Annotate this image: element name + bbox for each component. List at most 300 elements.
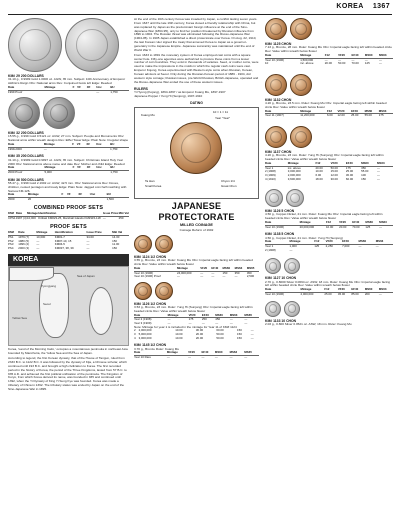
listing-title: KM# 1126 5 CHON [265, 209, 295, 214]
cell: 2000 Proof [8, 170, 23, 175]
th: Date [265, 54, 300, 58]
dating-label: Chyon 1/4 [221, 178, 235, 183]
coin-reverse-image [155, 282, 173, 300]
cell: — [289, 247, 293, 252]
cell: 2000 [8, 197, 15, 202]
cell: 70.00 [352, 224, 360, 229]
th: F12 [314, 240, 325, 244]
cell: 175 [378, 113, 384, 118]
cell: 5,000 [44, 170, 52, 175]
coin-reverse-image [284, 258, 300, 274]
th: Mintage [44, 86, 72, 90]
cell: 2 [134, 328, 136, 333]
th: BU [110, 143, 129, 147]
cell: 350 [234, 270, 240, 275]
cell: 2 (1908) [265, 247, 276, 252]
table-row [8, 217, 129, 221]
japan-land [89, 287, 113, 335]
cell: 150 [237, 335, 242, 340]
coin-pair [265, 301, 393, 317]
coin-obverse-image [8, 97, 40, 129]
cell: 150 [112, 238, 117, 243]
cell: 60.00 [216, 328, 224, 333]
cell: PS2 [8, 238, 14, 243]
listing-table [265, 54, 393, 66]
cell: 11,200,000 [300, 113, 315, 118]
cell: 60.00 [345, 176, 354, 181]
coin-pair [265, 18, 393, 40]
th: Issue Price [86, 231, 112, 235]
th: Mintage [36, 231, 54, 235]
listing-desc: 3.55 g., Bronze, 23 mm. Ruler: Kuang Mu Obv: Imperial eagle facing left within beaded circle Rev: Value within wreath below flower [134, 258, 253, 267]
listing-desc: 15.55 g., 0.999 Gold 0.5121 oz. AGW, 27 mm. Subject: People and Monuments Obv: National arms within wreath designs Rev: Eiffel Tower Edge: Plain Note: Irregular shape [8, 134, 129, 143]
table-row [8, 90, 129, 94]
th: Mintage [300, 110, 327, 114]
th: VF20 [326, 240, 342, 244]
th: Unc [96, 166, 110, 170]
cell: 70.00 [351, 61, 359, 66]
cell: — [214, 355, 218, 360]
listing-table [265, 110, 393, 118]
th: MS60 [361, 162, 377, 166]
cell: — [167, 317, 171, 322]
listing-km1125 [265, 42, 393, 66]
th: Mintage [300, 221, 326, 225]
th: MS60 [365, 221, 379, 225]
cell: Year 3 (1909) [134, 320, 152, 325]
column-left [8, 18, 129, 392]
cell: 10.00 [175, 335, 183, 340]
th: Unc [96, 143, 110, 147]
cell: 1996 (2) [18, 242, 30, 247]
cell: KM#7-10, 15 [54, 238, 72, 243]
listing-title: KM# 1124 1/2 CHON [134, 254, 167, 259]
th: MS63 [379, 288, 393, 292]
cell: — [188, 320, 192, 325]
cell: 2,250 [325, 244, 333, 249]
th: MS63 [379, 221, 393, 225]
table-row [265, 114, 393, 118]
th: MS60 [223, 267, 235, 271]
th: VF20 [189, 314, 202, 318]
cell: 50.00 [216, 335, 224, 340]
listing-title: KM# 32 200 DOLLARS [8, 131, 44, 136]
th: F [72, 143, 77, 147]
cell [86, 147, 96, 151]
th: Date [265, 288, 300, 292]
th: Mintage [44, 166, 72, 170]
cell: KM#4-5 [54, 242, 65, 247]
cell: 2,000,000 [300, 291, 314, 296]
cell: KM#1-7 [54, 235, 65, 240]
cell: 4 (1910) [265, 176, 276, 181]
th: EF40 [352, 221, 365, 225]
listing-desc: 55.47 g., 0.999 Gold 2.1602 oz. AGW, 42.5 mm. Obv: National arms Rev: Doves, children, nested pentagon and treaty Edge: Plain Note: Jagged coin half matching with Samoa KM-126. [8, 180, 127, 193]
cell: 20.00 [324, 61, 332, 66]
th: MS60 [365, 110, 379, 114]
cell: 5,000,000 [138, 332, 152, 337]
listing-table [8, 143, 129, 151]
cell: 25.00 [345, 169, 354, 174]
th: Mintage [288, 162, 316, 166]
cell: 2,000,000 [287, 172, 301, 177]
table-row [265, 178, 393, 182]
cell: 350 [361, 165, 366, 170]
milled-subheading: Coinage Reform of 1902 [179, 228, 214, 233]
cell: — [102, 216, 106, 221]
cell: KM#37, 38, 39 [54, 245, 74, 250]
cell: — [378, 57, 382, 62]
dating-label: Great Chon [221, 183, 237, 188]
listing-km1127 [265, 276, 393, 296]
listing-table [265, 221, 393, 229]
milled-heading: MILLED COINAGE [180, 223, 213, 228]
listing-title: KM# 1127 10 CHON [265, 276, 297, 281]
cell: — [188, 355, 191, 360]
rulers-text: Japanese Puppet / Yung Hi (Sunjong), 1907-1910 [134, 93, 203, 98]
cell: 3 [134, 332, 136, 337]
coin-obverse-image [265, 258, 281, 274]
th: Unc [96, 86, 110, 90]
listing-title: KM# 1145 1/2 CHON [134, 343, 167, 348]
listing-desc: 4.20 g., Bronze, 23.5 mm. Ruler: Kuang Mu Obv: Imperial eagle facing left within beaded circle Rev: Value within wreath below flower [265, 101, 387, 109]
th: Mintage [28, 193, 62, 197]
coin-obverse-image [8, 18, 62, 72]
cell [87, 171, 97, 175]
cell: 450 [246, 270, 252, 275]
listing-table [134, 314, 259, 326]
cell: Year 10 (1906) [265, 57, 285, 62]
dating-label: Ta Han [145, 178, 155, 183]
cell: 6.00 [326, 113, 333, 118]
cell: 450 [215, 317, 221, 322]
cell: — [377, 172, 380, 177]
listing-table [265, 162, 393, 181]
listing-title: KM# 1133 10 CHON [265, 318, 297, 323]
cell: — [222, 274, 226, 279]
cell: 150 [222, 270, 228, 275]
korea-section-title: KOREA [8, 254, 129, 267]
listing-title: KM# 1137 CHON [265, 150, 292, 155]
cell: — [43, 146, 47, 151]
coin-reverse-image [290, 74, 312, 96]
column-middle [134, 18, 259, 363]
cell [314, 249, 325, 253]
cell: 20.00 [195, 335, 204, 340]
cell: 30.00 [345, 172, 354, 177]
th: Date [134, 267, 177, 271]
cell: — [96, 89, 100, 94]
th: F [73, 86, 78, 90]
dating-heading: DATING [190, 100, 203, 105]
korea-map [8, 266, 129, 346]
th: VF [77, 86, 87, 90]
th: EF40 [351, 288, 364, 292]
cell: 7,000 [342, 244, 350, 249]
cell: 34.00 [86, 235, 94, 240]
cell: Year 10 (1906) [265, 224, 285, 229]
dating-diagram [134, 107, 259, 199]
dating-label: Kuang Mu [141, 112, 155, 117]
listing-desc: 4.20 g., Bronze, 23 mm. Ruler: Yung Hi (Sunjong) Obv: Imperial eagle facing left within beaded circle Rev: Value within wreath below flower [265, 153, 384, 162]
cell [87, 90, 97, 94]
cell: — [324, 57, 328, 62]
map-label: Sea of Japan [77, 274, 95, 279]
dating-coin-image [170, 122, 222, 174]
th: Identification [55, 231, 87, 235]
cell: PS1 [8, 235, 14, 240]
cell: 25.00 [351, 113, 359, 118]
cell: Kiribati KM#23-25, Marshall Islands KM#115-118 [38, 216, 101, 221]
cell: 150 [361, 176, 366, 181]
coin-reverse-image [290, 18, 312, 40]
cell: — [229, 320, 233, 325]
cell [78, 198, 89, 202]
th: Mintage [177, 267, 200, 271]
th: F [62, 193, 67, 197]
protectorate-heading: JAPANESE PROTECTORATE [158, 200, 235, 223]
listing-desc: 3.70 g., Bronze Ruler: Kuang Mu [134, 346, 180, 351]
cell: Year 10 Rare [134, 355, 151, 360]
th: F12 [324, 288, 337, 292]
th: VF20 [338, 110, 352, 114]
cell: — [375, 244, 379, 249]
cell: 24,000,000 [176, 270, 192, 275]
th: VF20 [200, 267, 211, 271]
th: Date [134, 314, 168, 318]
cell: — [377, 169, 380, 174]
combined-sets-table [8, 212, 129, 220]
cell: 10 [265, 61, 269, 66]
dating-label: 10 = 1 = 11 [213, 109, 228, 114]
map-label: Pyongyang [41, 284, 57, 289]
coin-obverse-image [265, 189, 283, 207]
cell: — [377, 176, 380, 181]
cell: inc. above [300, 61, 314, 66]
cell: 20 [27, 197, 32, 202]
cell: 20,000,000 [299, 224, 315, 229]
cell: 30.00 [330, 176, 338, 181]
coin-reverse-image [290, 126, 312, 148]
cell: 4 [134, 335, 136, 340]
cell: 3,000,000 [138, 335, 152, 340]
proof-sets-heading: PROOF SETS [50, 223, 87, 230]
th: MS60 [365, 54, 379, 58]
th: XF [87, 166, 97, 170]
cell: 150 [112, 245, 117, 250]
th: MS63 [377, 162, 393, 166]
th: Date [8, 143, 44, 147]
th: Mkt Val [112, 231, 129, 235]
listing-table [134, 329, 259, 340]
cell: 25.00 [324, 291, 332, 296]
cell: Year 1 [265, 165, 274, 170]
cell: 12.00 [337, 113, 345, 118]
listing-desc: 31.10 g., 0.9999 Gold 1.0000 oz. AGW, 35 mm. Subject: 10th Anniversary of Emperor Akihito's Reign Obv: National arms Rev: Conjoined busts left Edge: Reeded [8, 77, 126, 86]
combined-sets-heading: COMBINED PROOF SETS [33, 204, 104, 211]
cell: — [229, 317, 233, 322]
cell: 1979 (7) [18, 235, 30, 240]
th: Mintage [167, 351, 188, 355]
th: Date [265, 221, 300, 225]
th: VF20 [188, 351, 201, 355]
coin-obverse-image [265, 301, 281, 317]
cell: — [36, 245, 40, 250]
header-rule [8, 14, 392, 15]
table-row [8, 147, 129, 151]
listing-title: KM# 1125 CHON [265, 42, 292, 46]
cell [90, 198, 107, 202]
th: VF20 [338, 54, 351, 58]
cell: Year 10 (1906) Proof [134, 274, 161, 279]
th: F12 [315, 162, 330, 166]
cell: 3,600,000 [287, 176, 301, 181]
listing-table [8, 166, 129, 174]
th: Date [265, 162, 288, 166]
cell: — [358, 244, 362, 249]
cell: 1,500,000 [300, 57, 314, 62]
cell: 20.00 [315, 165, 323, 170]
th: MS63 [379, 54, 393, 58]
table-row [134, 337, 259, 341]
column-right [265, 18, 393, 330]
th: VF20 [331, 162, 346, 166]
cell: 50.00 [338, 61, 346, 66]
cell: 55.00 [361, 169, 369, 174]
th: EF40 [342, 240, 358, 244]
th: Date [8, 166, 44, 170]
th: Mintage [26, 211, 38, 216]
th: MS65 [247, 267, 259, 271]
coin-obverse-image [265, 126, 287, 148]
cell: inc. above [287, 165, 301, 170]
cell: 10,000 [26, 216, 36, 221]
cell: 3,000,000 [287, 169, 301, 174]
cell: 20.00 [195, 332, 204, 337]
cell [359, 249, 376, 253]
cell: CPS1 [8, 216, 16, 221]
cell [96, 147, 110, 151]
listing-km1133 [265, 319, 393, 327]
listing-table [134, 351, 259, 359]
listing-title: KM# 1132 CHON [265, 97, 292, 102]
th: BU [110, 166, 129, 170]
cell [77, 147, 87, 151]
th: MS65 [244, 314, 259, 318]
th: EF40 [351, 110, 365, 114]
cell: Year 1 [265, 244, 274, 249]
cell: 10.00 [325, 224, 334, 229]
cell: 100 [361, 172, 366, 177]
listing-km1126-5chon [265, 209, 393, 229]
running-head [336, 3, 390, 12]
th: XF [87, 86, 97, 90]
th: Date [16, 212, 27, 216]
cell: 10,000 [36, 235, 46, 240]
th: F12 [327, 110, 338, 114]
table-row [265, 62, 393, 66]
table-row [265, 292, 393, 296]
cell: — [377, 165, 380, 170]
coin-pair [265, 126, 393, 148]
cell: 30.00 [195, 328, 204, 333]
cell: — [379, 224, 383, 229]
listing-km1145 [134, 343, 259, 359]
th: Mintage [300, 288, 324, 292]
cell: — [201, 320, 205, 325]
dating-label: Small Korea [145, 183, 162, 188]
cell: 1999-2000 [8, 146, 22, 151]
th: VF [77, 143, 87, 147]
cell: 150 [237, 332, 242, 337]
th: Date [134, 351, 167, 355]
listing-title: KM# 1126 1/2 CHON [134, 301, 167, 306]
listing-km32 [8, 131, 129, 151]
th: BU [107, 193, 129, 197]
th: VF20 [338, 288, 351, 292]
coin-obverse-image [265, 74, 287, 96]
th: KM# [8, 211, 15, 216]
history-text: At the end of the 16th century Korea was invaded by Japan, a conflict lasting seven years. From 1637 until the late 19th century, Korea closed a friendly relationship with China, but was replaced by Japan as the predominant foreign influence at the end of the Sino-Japanese War (1894-95), only to find her position threatened by Russian influence from 1896 to 1904. The Russian threat was eliminated following the Russo-Japanese War (1904-05). In 1905 Japan established a direct protectorate over Korea. On Aug. 22, 1910, the last Korean ruler signed the treaty that annexed Korea to Japan as a governor-generalcy in the Japanese Empire. Japanese suzerainty was maintained until the end of World War II. [134, 17, 258, 52]
th: Mkt Val [118, 211, 129, 216]
listing-km1126 [134, 302, 259, 341]
cell: 2,500 [246, 274, 255, 279]
listing-title: KM# 1138 5 CHON [265, 232, 295, 237]
cell: — [36, 238, 40, 243]
listing-title: KM# 35 200 DOLLARS [8, 154, 44, 159]
coin-pair [8, 97, 129, 129]
coin-reverse-image [286, 189, 304, 207]
cell [376, 249, 393, 253]
listing-table [265, 288, 393, 296]
cell: 1,750 [110, 89, 118, 94]
cell: Year 2 (1908) [134, 317, 152, 322]
cell: — [201, 355, 205, 360]
coin-pair [265, 74, 393, 96]
cell: 3 (1909) [265, 172, 276, 177]
th: MS60 [359, 240, 376, 244]
cell: 45.00 [337, 291, 346, 296]
listing-table [265, 240, 393, 252]
cell: — [211, 274, 215, 279]
th: Date [8, 86, 44, 90]
coin-pair [265, 189, 393, 207]
cell [77, 90, 87, 94]
cell: — [244, 317, 248, 322]
rulers-text: Yi Hyong (Kojong), 1864-1897 / as Emperor Kuang Mu, 1897-1907 [134, 89, 226, 94]
th: MS63 [230, 314, 245, 318]
listing-desc: 7.13 g., Bronze, 28 mm. Ruler: Kuang Mu Obv: Imperial eagle facing left within beaded circle Rev: Value within wreath below flower [265, 45, 392, 54]
cell: 18.00 [315, 176, 323, 181]
cell: — [250, 328, 254, 333]
cell: 1999 Proof [8, 89, 23, 94]
cell: 1,750 [110, 146, 118, 151]
cell: Year 11 (1907) [265, 113, 284, 118]
cell: 1,500 [106, 197, 114, 202]
listing-desc: 3.53 g., Bronze, 23 mm. Ruler: Yung Hi (Sunjong) Obv: Imperial eagle facing left within beaded circle Rev: Value within wreath below flower [134, 305, 253, 313]
cell: — [338, 57, 341, 62]
cell: — [351, 57, 355, 62]
cell: 2,000,000 [138, 328, 152, 333]
table-row [8, 247, 129, 251]
cell: 20.00 [339, 224, 347, 229]
listing-km35 [8, 154, 129, 174]
cell: — [234, 274, 238, 279]
cell [77, 171, 87, 175]
mainland [9, 267, 54, 281]
cell: 1997 (4) [15, 216, 27, 221]
th: Identification [38, 212, 103, 216]
